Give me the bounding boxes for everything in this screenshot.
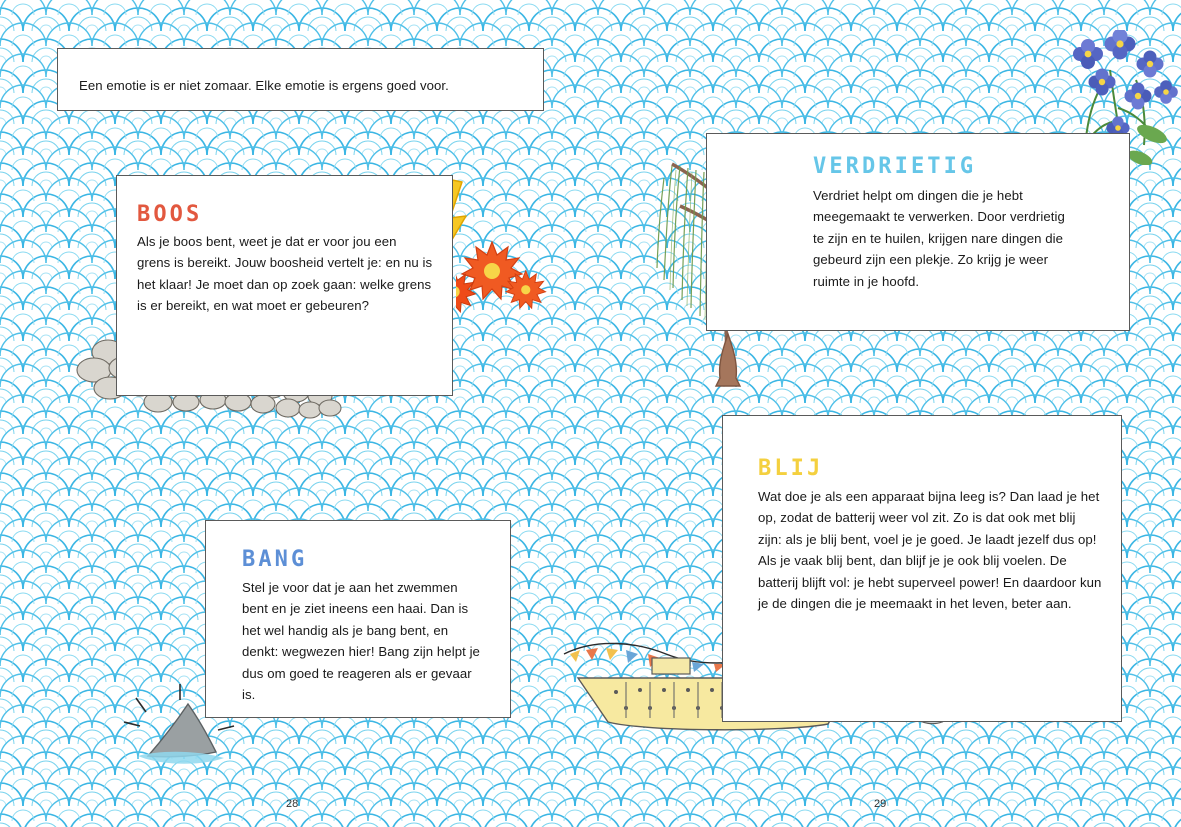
section-heading-blij: BLIJ bbox=[758, 456, 824, 481]
intro-text: Een emotie is er niet zomaar. Elke emotie is ergens goed voor. bbox=[79, 78, 449, 93]
section-box-bang bbox=[205, 520, 511, 718]
page-number-left: 28 bbox=[286, 798, 299, 810]
section-heading-boos: BOOS bbox=[137, 202, 203, 227]
section-box-verdrietig bbox=[706, 133, 1130, 331]
section-body-boos: Als je boos bent, weet je dat er voor jou een grens is bereikt. Jouw boosheid vertelt je: en nu is het klaar! Je moet dan op zoek gaan: welke grens is er bereikt, en wat moet er gebeuren? bbox=[137, 234, 433, 314]
section-box-blij bbox=[722, 415, 1122, 722]
section-heading-bang: BANG bbox=[242, 547, 308, 572]
section-body-blij: Wat doe je als een apparaat bijna leeg is? Dan laad je het op, zodat de batterij weer vol zit. Zo is dat ook met blij zijn: als je blij bent, voel je je goed. Je laadt jezelf dus op! Als je vaak blij bent, dan blijf je je ook blij voelen. De batterij blijft vol: je hebt superveel power! En daardoor kun je de dingen die je meemaakt in het leven, beter aan. bbox=[758, 489, 1102, 611]
section-heading-verdrietig: VERDRIETIG bbox=[813, 154, 977, 179]
intro-text-box bbox=[57, 48, 544, 111]
explosion-bursts-illustration bbox=[456, 238, 566, 328]
section-body-bang: Stel je voor dat je aan het zwemmen bent en je ziet ineens een haai. Dan is het wel handig als je bang bent, en denkt: wegwezen hier! Bang zijn helpt je dus om goed te reageren als er gevaar is. bbox=[242, 580, 480, 702]
page-number-right: 29 bbox=[874, 798, 887, 810]
section-box-boos bbox=[116, 175, 453, 396]
section-body-verdrietig: Verdriet helpt om dingen die je hebt meegemaakt te verwerken. Door verdrietig te zijn en te huilen, krijgen nare dingen die gebeurd zijn een plekje. Zo krijg je weer ruimte in je hoofd. bbox=[813, 188, 1065, 289]
